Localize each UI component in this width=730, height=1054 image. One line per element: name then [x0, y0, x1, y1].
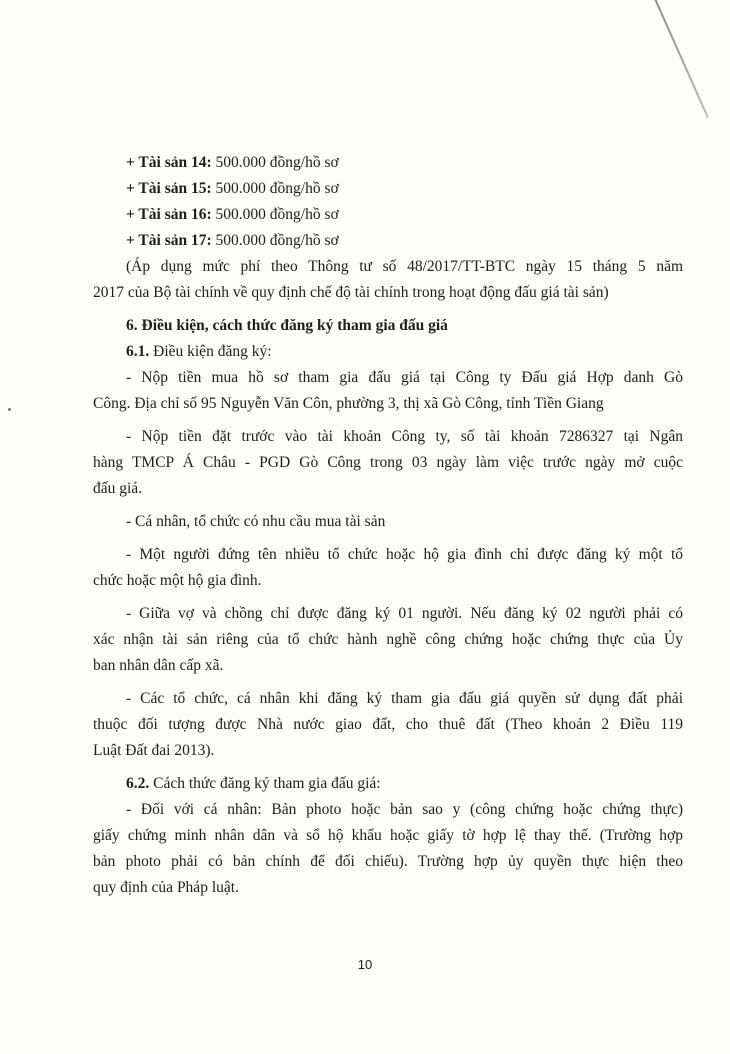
fee-item: + Tài sản 15: 500.000 đồng/hồ sơ — [126, 180, 339, 197]
scan-edge-line — [650, 0, 709, 118]
scan-speck — [8, 408, 11, 411]
fee-item: + Tài sản 14: 500.000 đồng/hồ sơ — [126, 154, 339, 171]
paragraph-line: Luật Đất đai 2013). — [93, 742, 215, 759]
paragraph-line: đấu giá. — [93, 480, 143, 497]
section-heading: 6. Điều kiện, cách thức đăng ký tham gia đấu giá — [126, 317, 448, 334]
paragraph-line: thuộc đối tượng được Nhà nước giao đất, cho thuê đất (Theo khoản 2 Điều 119 — [93, 716, 683, 733]
paragraph-line: - Nộp tiền đặt trước vào tài khoản Công ty, số tài khoản 7286327 tại Ngân — [126, 428, 683, 445]
paragraph-line: - Giữa vợ và chồng chỉ được đăng ký 01 người. Nếu đăng ký 02 người phải có — [126, 605, 683, 622]
fee-item: + Tài sản 16: 500.000 đồng/hồ sơ — [126, 206, 339, 223]
paragraph-line: xác nhận tài sản riêng của tổ chức hành nghề công chứng hoặc chứng thực của Ủy — [93, 631, 683, 648]
paragraph-line: bản photo phải có bản chính để đối chiếu). Trường hợp ủy quyền thực hiện theo — [93, 853, 683, 870]
paragraph-line: - Nộp tiền mua hồ sơ tham gia đấu giá tại Công ty Đấu giá Hợp danh Gò — [126, 369, 683, 386]
paragraph-line: ban nhân dân cấp xã. — [93, 657, 224, 674]
paragraph-line: - Đối với cá nhân: Bản photo hoặc bản sao y (công chứng hoặc chứng thực) — [126, 801, 683, 818]
paragraph-line: chức hoặc một hộ gia đình. — [93, 572, 262, 589]
page-number: 10 — [357, 957, 373, 972]
document-body — [93, 150, 683, 901]
paragraph-line: - Cá nhân, tổ chức có nhu cầu mua tài sản — [126, 513, 386, 530]
subsection-heading: 6.1. Điều kiện đăng ký: — [126, 343, 272, 360]
fee-item: + Tài sản 17: 500.000 đồng/hồ sơ — [126, 232, 339, 249]
fee-note-line: 2017 của Bộ tài chính về quy định chế độ tài chính trong hoạt động đấu giá tài sản) — [93, 284, 609, 301]
paragraph-line: quy định của Pháp luật. — [93, 879, 239, 896]
paragraph-line: Công. Địa chỉ số 95 Nguyễn Văn Côn, phường 3, thị xã Gò Công, tỉnh Tiền Giang — [93, 395, 604, 412]
paragraph-line: - Các tổ chức, cá nhân khi đăng ký tham gia đấu giá quyền sử dụng đất phải — [126, 690, 683, 707]
subsection-heading: 6.2. Cách thức đăng ký tham gia đấu giá: — [126, 775, 381, 792]
paragraph-line: hàng TMCP Á Châu - PGD Gò Công trong 03 ngày làm việc trước ngày mở cuộc — [93, 454, 683, 471]
paragraph-line: giấy chứng minh nhân dân và sổ hộ khẩu hoặc giấy tờ hợp lệ thay thế. (Trường hợp — [93, 827, 683, 844]
fee-note-line: (Áp dụng mức phí theo Thông tư số 48/2017/TT-BTC ngày 15 tháng 5 năm — [126, 258, 683, 275]
paragraph-line: - Một người đứng tên nhiều tổ chức hoặc hộ gia đình chỉ được đăng ký một tổ — [126, 546, 683, 563]
